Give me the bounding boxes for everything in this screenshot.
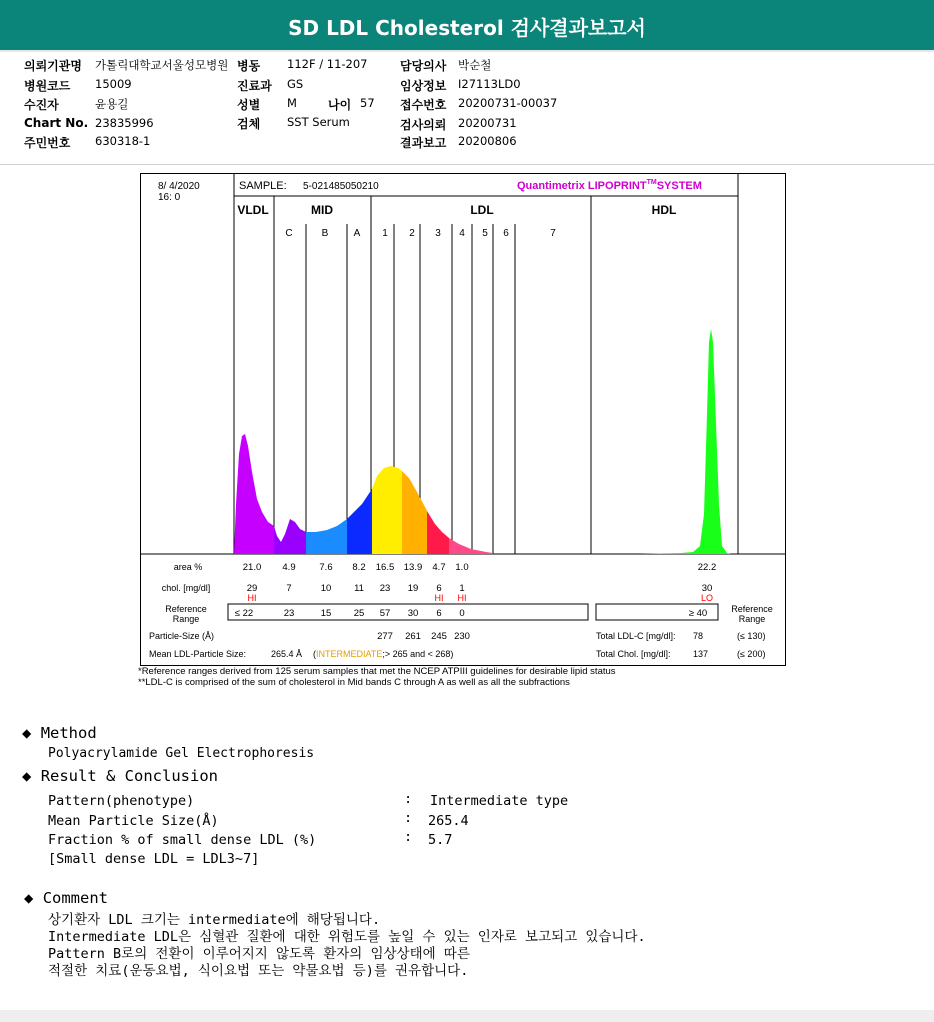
band-label-4: 4: [459, 228, 465, 239]
ref-range-value: ≤ 22: [234, 608, 254, 619]
mean-type: (INTERMEDIATE;> 265 and < 268): [313, 649, 454, 659]
band-label-c: C: [285, 228, 293, 239]
ref-range-value: 57: [379, 608, 391, 619]
value-report-date: 20200806: [458, 134, 517, 148]
peak-vldl: [234, 434, 274, 554]
chol-value: 23: [379, 583, 391, 594]
label-patient: 수진자: [24, 98, 59, 112]
row-label-ref2: Range: [172, 614, 200, 624]
result-fraction-value: 5.7: [428, 832, 453, 848]
group-mid: MID: [311, 203, 333, 217]
area-value: 8.2: [352, 562, 366, 573]
value-patient: 윤용길: [95, 97, 129, 111]
area-value: 16.5: [375, 562, 395, 573]
value-specimen: SST Serum: [287, 115, 350, 129]
result-pattern-value: Intermediate type: [430, 793, 569, 809]
row-label-mean: Mean LDL-Particle Size:: [149, 649, 247, 659]
label-sex: 성별: [237, 98, 261, 112]
comment-heading: [24, 889, 108, 907]
row-label-particle-size: Particle-Size (Å): [149, 631, 215, 641]
diamond-bullet-icon: ◆: [24, 889, 34, 907]
chol-flag: HI: [247, 593, 257, 603]
chol-value: 11: [354, 583, 364, 594]
comment-line-3: Pattern B로의 전환이 이루어지지 않도록 환자의 임상상태에 따른: [48, 946, 470, 962]
result-colon: :: [404, 810, 413, 826]
value-department: GS: [287, 77, 304, 91]
label-doctor: 담당의사: [400, 59, 447, 73]
bottom-scroll-area: [0, 1010, 934, 1022]
ref-range-value: 23: [283, 608, 295, 619]
total-chol-value: 137: [693, 649, 709, 659]
brand-name: Quantimetrix LIPOPRINT™SYSTEM: [517, 179, 702, 192]
value-age: 57: [360, 96, 375, 110]
diamond-bullet-icon: ◆: [22, 724, 32, 742]
method-text: Polyacrylamide Gel Electrophoresis: [48, 746, 315, 761]
particle-size-value: 261: [405, 631, 421, 642]
particle-size-value: 230: [454, 631, 470, 642]
band-label-b: B: [321, 228, 329, 239]
diamond-bullet-icon: ◆: [22, 767, 32, 785]
row-label-ref1: Reference: [165, 604, 207, 614]
area-value: 4.7: [432, 562, 446, 573]
chol-flag: HI: [457, 593, 467, 603]
chol-value-hdl: 30: [701, 583, 713, 594]
result-note: [Small dense LDL = LDL3~7]: [48, 851, 260, 867]
ref-range-value: 25: [353, 608, 365, 619]
area-value: 13.9: [403, 562, 423, 573]
result-heading-text: Result & Conclusion: [40, 767, 218, 785]
peak-ldl3: [427, 511, 449, 554]
result-pattern-label: Pattern(phenotype): [48, 793, 195, 809]
area-value-hdl: 22.2: [697, 562, 717, 573]
label-department: 진료과: [237, 79, 272, 93]
chol-value: 1: [459, 583, 465, 594]
label-specimen: 검체: [237, 117, 261, 131]
peak-a: [347, 489, 372, 554]
band-label-a: A: [353, 228, 361, 239]
method-heading: [22, 724, 97, 742]
result-colon: :: [404, 829, 413, 845]
value-chart-no: 23835996: [95, 116, 154, 130]
value-institution: 가톨릭대학교서울성모병원: [95, 58, 229, 72]
band-label-6: 6: [503, 228, 509, 239]
particle-size-value: 277: [377, 631, 393, 642]
comment-line-4: 적절한 치료(운동요법, 식이요법 또는 약물요법 등)를 권유합니다.: [48, 963, 469, 979]
report-time: 16: 0: [158, 192, 181, 203]
value-hospital-code: 15009: [95, 77, 132, 91]
comment-line-2: Intermediate LDL은 심혈관 질환에 대한 위험도를 높일 수 있는 인자로 보고되고 있습니다.: [48, 929, 646, 945]
lipoprint-report: [140, 173, 786, 666]
sample-id: 5-021485050210: [303, 181, 379, 192]
report-title-bar: [0, 0, 934, 52]
band-label-5: 5: [482, 228, 488, 239]
label-hospital-code: 병원코드: [24, 79, 71, 93]
value-sex: M: [287, 96, 297, 110]
chol-flag-hdl: LO: [700, 593, 714, 603]
total-chol-label: Total Chol. [mg/dl]:: [596, 649, 671, 659]
patient-info: [0, 54, 934, 165]
label-institution: 의뢰기관명: [24, 59, 82, 73]
result-fraction-label: Fraction % of small dense LDL (%): [48, 832, 317, 848]
result-heading: [22, 767, 218, 785]
peak-c: [274, 519, 306, 554]
group-ldl: LDL: [470, 203, 494, 217]
row-label-ref1-right: Reference: [731, 604, 773, 614]
label-clinical-info: 임상정보: [400, 79, 447, 93]
total-ldl-ref: (≤ 130): [737, 631, 766, 641]
value-request-date: 20200731: [458, 116, 517, 130]
total-ldl-label: Total LDL-C [mg/dl]:: [596, 631, 676, 641]
area-value: 1.0: [455, 562, 469, 573]
mean-value: 265.4 Å: [271, 649, 303, 659]
value-resident-no: 630318-1: [95, 134, 151, 148]
row-label-area: area %: [173, 562, 203, 572]
ref-range-hdl: ≥ 40: [688, 608, 708, 619]
peak-ldl1: [372, 466, 402, 554]
chol-value: 10: [320, 583, 332, 594]
label-chart-no: Chart No.: [24, 116, 89, 130]
peak-ldl4: [449, 538, 493, 554]
group-vldl: VLDL: [237, 203, 269, 217]
chol-value: 7: [286, 583, 292, 594]
lipoprint-chart: [141, 174, 785, 665]
result-size-label: Mean Particle Size(Å): [48, 813, 219, 829]
peak-b: [306, 519, 347, 554]
value-receipt-no: 20200731-00037: [458, 96, 558, 110]
chol-flag: HI: [434, 593, 444, 603]
peak-ldl2: [402, 471, 427, 554]
comment-line-1: 상기환자 LDL 크기는 intermediate에 해당됩니다.: [48, 912, 381, 928]
label-resident-no: 주민번호: [24, 136, 71, 150]
ref-range-value: 0: [459, 608, 465, 619]
chol-value: 29: [246, 583, 258, 594]
row-label-chol: chol. [mg/dl]: [161, 583, 211, 593]
band-label-2: 2: [409, 228, 415, 239]
ref-range-value: 15: [320, 608, 332, 619]
area-value: 21.0: [242, 562, 262, 573]
row-label-ref2-right: Range: [738, 614, 766, 624]
area-value: 4.9: [282, 562, 296, 573]
value-ward: 112F / 11-207: [287, 57, 368, 71]
label-request-date: 검사의뢰: [400, 118, 447, 132]
report-title: SD LDL Cholesterol 검사결과보고서: [288, 16, 646, 40]
band-label-1: 1: [382, 228, 388, 239]
group-hdl: HDL: [651, 203, 677, 217]
label-ward: 병동: [237, 59, 261, 73]
value-doctor: 박순철: [458, 58, 492, 72]
method-heading-text: Method: [40, 724, 97, 742]
chol-value: 19: [407, 583, 419, 594]
footnote-1: *Reference ranges derived from 125 serum samples that met the NCEP ATPIII guidelines for desirable lipid status: [138, 666, 616, 677]
ref-range-value: 6: [436, 608, 442, 619]
total-ldl-value: 78: [693, 631, 704, 641]
band-label-3: 3: [435, 228, 441, 239]
chol-value: 6: [436, 583, 442, 594]
result-size-value: 265.4: [428, 813, 469, 829]
label-report-date: 결과보고: [400, 136, 447, 150]
label-age: 나이: [328, 98, 352, 112]
ref-range-value: 30: [407, 608, 419, 619]
particle-size-value: 245: [431, 631, 447, 642]
peak-hdl: [639, 329, 731, 554]
total-chol-ref: (≤ 200): [737, 649, 766, 659]
label-receipt-no: 접수번호: [400, 98, 447, 112]
area-value: 7.6: [319, 562, 333, 573]
band-label-7: 7: [550, 228, 556, 239]
sample-label: SAMPLE:: [239, 180, 287, 192]
footnote-2: **LDL-C is comprised of the sum of cholesterol in Mid bands C through A as well as all the subfractions: [138, 677, 570, 688]
comment-heading-text: Comment: [42, 889, 109, 907]
value-clinical-info: I27113LD0: [458, 77, 521, 91]
report-date: 8/ 4/2020: [158, 181, 200, 192]
result-colon: :: [404, 791, 413, 807]
